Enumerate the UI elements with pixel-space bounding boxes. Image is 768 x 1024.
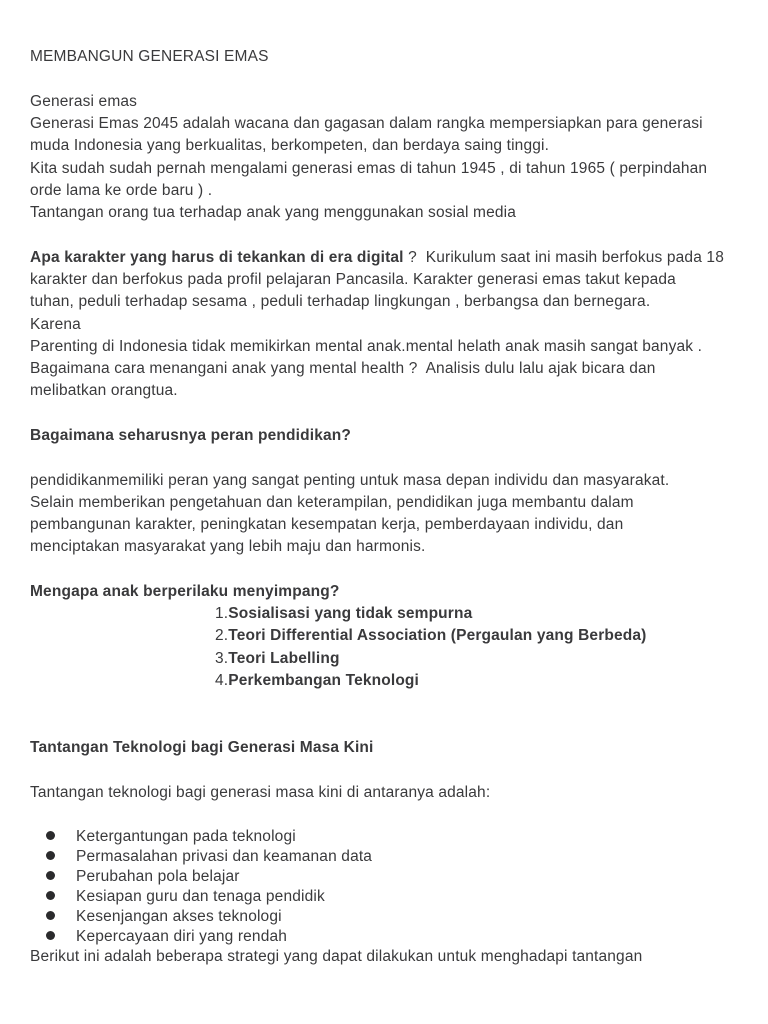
menyimpang-item <box>215 649 340 669</box>
teknologi-heading: Tantangan Teknologi bagi Generasi Masa Kini <box>30 739 374 756</box>
list-item: Kesiapan guru dan tenaga pendidik <box>76 888 325 905</box>
pendidikan-line: pembangunan karakter, peningkatan kesempatan kerja, pemberdayaan individu, dan <box>30 516 624 533</box>
karakter-line: tuhan, peduli terhadap sesama , peduli terhadap lingkungan , berbangsa dan bernegara. <box>30 293 651 310</box>
pendidikan-heading: Bagaimana seharusnya peran pendidikan? <box>30 427 351 444</box>
list-item: Permasalahan privasi dan keamanan data <box>76 848 373 865</box>
bullet-dot-icon <box>46 831 55 840</box>
karakter-line: Bagaimana cara menangani anak yang mental health ? Analisis dulu lalu ajak bicara dan <box>30 360 656 377</box>
karakter-first-line <box>30 248 724 268</box>
karakter-question: Apa karakter yang harus di tekankan di era digital <box>30 249 404 266</box>
bullet-dot-icon <box>46 851 55 860</box>
bullet-dot-icon <box>46 891 55 900</box>
intro-line: Kita sudah sudah pernah mengalami generasi emas di tahun 1945 , di tahun 1965 ( perpindahan <box>30 160 708 177</box>
item-number: 1. <box>215 605 229 622</box>
bullet-dot-icon <box>46 871 55 880</box>
pendidikan-line: pendidikanmemiliki peran yang sangat penting untuk masa depan individu dan masyarakat. <box>30 472 670 489</box>
karakter-line: melibatkan orangtua. <box>30 382 178 399</box>
list-item: Kepercayaan diri yang rendah <box>76 928 288 945</box>
item-text: Teori Differential Association (Pergaulan yang Berbeda) <box>228 627 647 644</box>
bullet-dot-icon <box>46 931 55 940</box>
intro-line: muda Indonesia yang berkualitas, berkompeten, dan berdaya saing tinggi. <box>30 137 550 154</box>
teknologi-intro: Tantangan teknologi bagi generasi masa kini di antaranya adalah: <box>30 784 491 801</box>
menyimpang-item <box>215 671 419 691</box>
menyimpang-heading: Mengapa anak berperilaku menyimpang? <box>30 583 340 600</box>
karakter-line-rest: ? Kurikulum saat ini masih berfokus pada 18 <box>403 249 724 266</box>
intro-line: Generasi Emas 2045 adalah wacana dan gagasan dalam rangka mempersiapkan para generasi <box>30 115 703 132</box>
item-text: Teori Labelling <box>228 650 340 667</box>
teknologi-closing: Berikut ini adalah beberapa strategi yang dapat dilakukan untuk menghadapi tantangan <box>30 948 643 965</box>
item-number: 4. <box>215 672 229 689</box>
list-item: Ketergantungan pada teknologi <box>76 828 296 845</box>
item-text: Sosialisasi yang tidak sempurna <box>228 605 473 622</box>
menyimpang-item <box>215 604 472 624</box>
item-text: Perkembangan Teknologi <box>228 672 420 689</box>
intro-line: orde lama ke orde baru ) . <box>30 182 213 199</box>
karakter-line: Karena <box>30 316 81 333</box>
item-number: 2. <box>215 627 229 644</box>
document-title: MEMBANGUN GENERASI EMAS <box>30 48 269 65</box>
pendidikan-line: Selain memberikan pengetahuan dan keterampilan, pendidikan juga membantu dalam <box>30 494 634 511</box>
bullet-dot-icon <box>46 911 55 920</box>
item-number: 3. <box>215 650 229 667</box>
intro-line: Generasi emas <box>30 93 138 110</box>
pendidikan-line: menciptakan masyarakat yang lebih maju dan harmonis. <box>30 538 426 555</box>
list-item: Kesenjangan akses teknologi <box>76 908 282 925</box>
karakter-line: karakter dan berfokus pada profil pelajaran Pancasila. Karakter generasi emas takut kepada <box>30 271 676 288</box>
menyimpang-item <box>215 626 646 646</box>
list-item: Perubahan pola belajar <box>76 868 240 885</box>
intro-line: Tantangan orang tua terhadap anak yang menggunakan sosial media <box>30 204 516 221</box>
karakter-line: Parenting di Indonesia tidak memikirkan mental anak.mental helath anak masih sangat banyak . <box>30 338 703 355</box>
